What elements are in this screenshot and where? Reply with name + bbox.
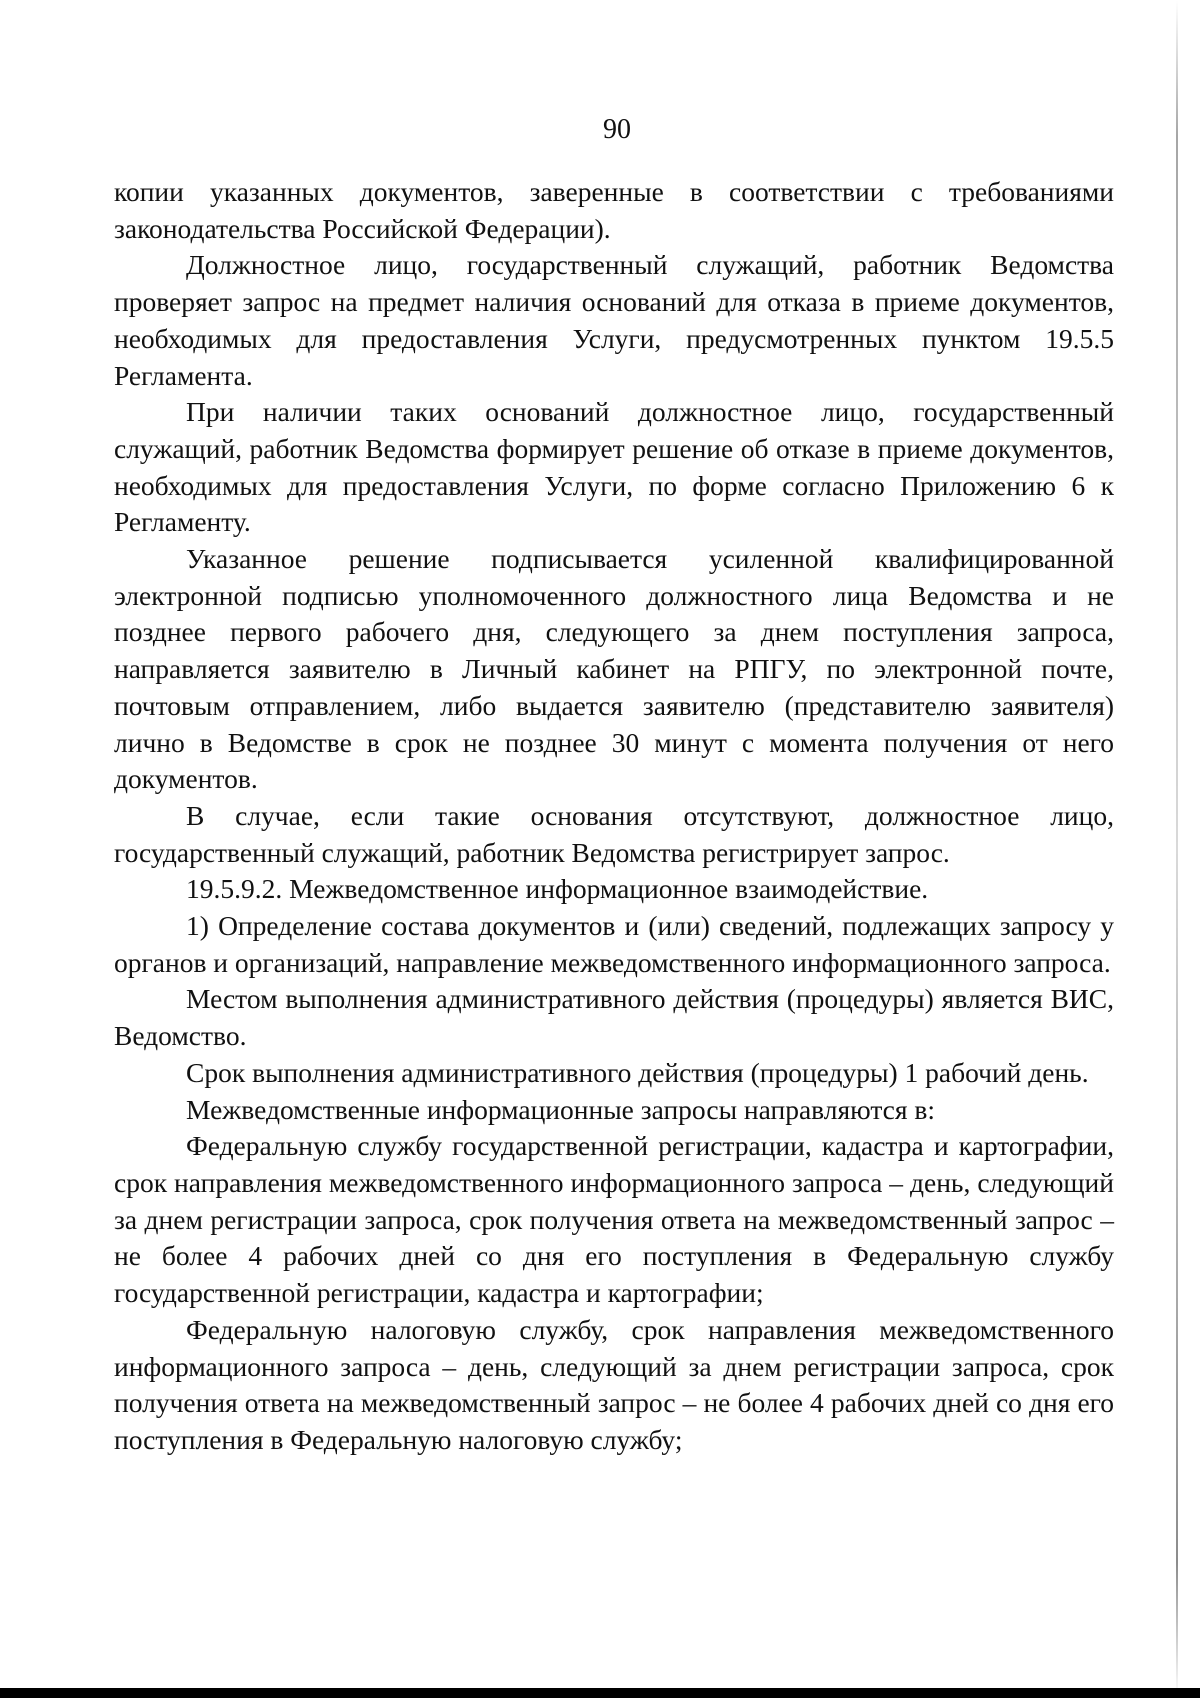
- paragraph: В случае, если такие основания отсутствуют, должностное лицо, государственный служащий, работник Ведомства регистрирует запрос.: [114, 799, 1114, 868]
- paragraph: Местом выполнения административного действия (процедуры) является ВИС, Ведомство.: [114, 983, 1114, 1052]
- paragraph: Указанное решение подписывается усиленной квалифицированной электронной подписью уполномоченного должностного лица Ведомства и не позднее первого рабочего дня, следующего за днем поступления запроса, направляется заявителю в Личный кабинет на РПГУ, по электронной почте, почтовым отправлением, либо выдается заявителю (представителю заявителя) лично в Ведомстве в срок не позднее 30 минут с момента получения от него документов.: [114, 543, 1114, 795]
- paragraph: Федеральную налоговую службу, срок направления межведомственного информационного запроса – день, следующий за днем регистрации запроса, срок получения ответа на межведомственный запрос – не более 4 рабочих дней со дня его поступления в Федеральную налоговую службу;: [114, 1313, 1114, 1455]
- section-heading: 19.5.9.2. Межведомственное информационное взаимодействие.: [186, 873, 929, 905]
- page-number: 90: [603, 114, 631, 145]
- scan-edge-bottom: [0, 1688, 1200, 1698]
- document-body: [114, 174, 1114, 1459]
- paragraph: 1) Определение состава документов и (или) сведений, подлежащих запросу у органов и организаций, направление межведомственного информационного запроса.: [114, 910, 1114, 978]
- paragraph: Должностное лицо, государственный служащий, работник Ведомства проверяет запрос на предмет наличия оснований для отказа в приеме документов, необходимых для предоставления Услуги, предусмотренных пунктом 19.5.5 Регламента.: [114, 249, 1114, 391]
- paragraph: При наличии таких оснований должностное лицо, государственный служащий, работник Ведомства формирует решение об отказе в приеме документов, необходимых для предоставления Услуги, по форме согласно Приложению 6 к Регламенту.: [114, 396, 1114, 538]
- paragraph: копии указанных документов, заверенные в соответствии с требованиями законодательства Российской Федерации).: [114, 176, 1114, 244]
- paragraph: Межведомственные информационные запросы направляются в:: [186, 1093, 936, 1125]
- paragraph: Федеральную службу государственной регистрации, кадастра и картографии, срок направления межведомственного информационного запроса – день, следующий за днем регистрации запроса, срок получения ответа на межведомственный запрос – не более 4 рабочих дней со дня его поступления в Федеральную службу государственной регистрации, кадастра и картографии;: [114, 1130, 1114, 1309]
- scan-edge-right: [1176, 0, 1178, 1698]
- paragraph: Срок выполнения административного действия (процедуры) 1 рабочий день.: [186, 1056, 1089, 1088]
